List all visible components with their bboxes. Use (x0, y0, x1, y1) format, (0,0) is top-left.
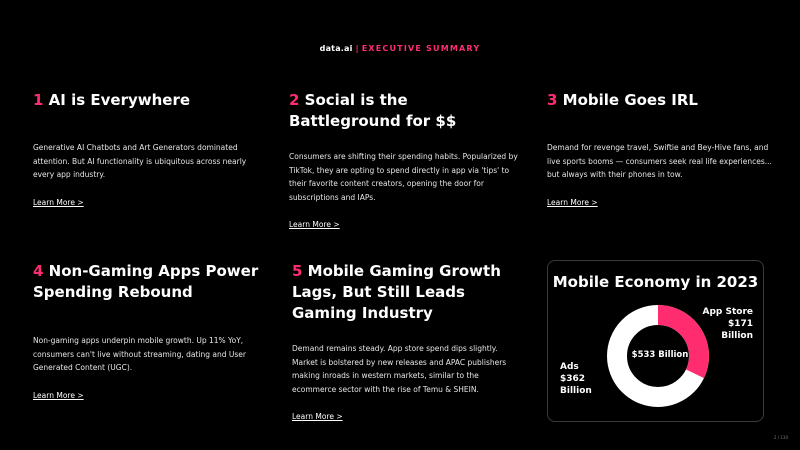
section-title: EXECUTIVE SUMMARY (361, 44, 481, 53)
ads-label-name: Ads (560, 362, 579, 372)
card-body: Non-gaming apps underpin mobile growth. Up 11% YoY, consumers can't live without streaming, dating and User Generated Content (UGC). (33, 336, 246, 372)
card-mobile-gaming (292, 261, 524, 423)
card-title-text: Non-Gaming Apps Power Spending Rebound (33, 262, 259, 301)
card-body: Demand for revenge travel, Swiftie and Bey-Hive fans, and live sports booms — consumers seek real life experiences... but always with their phones in tow. (547, 143, 772, 179)
learn-more-link[interactable]: Learn More > (547, 197, 598, 207)
card-title (289, 90, 519, 132)
card-title-text: AI is Everywhere (48, 91, 191, 109)
learn-more-link[interactable]: Learn More > (33, 197, 84, 207)
card-title (547, 90, 777, 111)
app-store-label-name: App Store (702, 307, 753, 317)
card-non-gaming-apps (33, 261, 263, 402)
brand-logo: data.ai (319, 44, 353, 53)
header (0, 44, 800, 53)
app-store-label-unit: Billion (721, 331, 753, 341)
learn-more-link[interactable]: Learn More > (289, 220, 340, 229)
header-separator: | (355, 44, 359, 53)
mobile-economy-panel (547, 260, 764, 422)
card-number: 5 (292, 262, 303, 280)
card-number: 2 (289, 91, 300, 109)
card-number: 3 (547, 91, 558, 109)
card-body: Demand remains steady. App store spend dips slightly. Market is bolstered by new releases and APAC publishers making inroads in western markets, similar to the ecommerce sector with the rise of Temu & SHEIN. (292, 344, 507, 394)
card-title (33, 90, 263, 111)
learn-more-link[interactable]: Learn More > (33, 390, 84, 400)
app-store-label-value: $171 (727, 319, 753, 329)
card-mobile-irl (547, 90, 777, 209)
learn-more-link[interactable]: Learn More > (292, 412, 343, 421)
card-body: Consumers are shifting their spending habits. Popularized by TikTok, they are opting to spend directly in app via 'tips' to their favorite content creators, opening the door for subscriptions and IAPs. (289, 152, 518, 202)
card-title (292, 261, 524, 324)
card-number: 1 (33, 91, 44, 109)
ads-label-value: $362 (560, 374, 586, 384)
card-title-text: Social is the Battleground for $$ (289, 91, 457, 130)
donut-total: $533 Billion (631, 350, 689, 360)
card-number: 4 (33, 262, 44, 280)
ads-label-unit: Billion (560, 386, 592, 396)
ads-label (560, 361, 592, 397)
card-social-battleground (289, 90, 519, 231)
economy-title: Mobile Economy in 2023 (552, 273, 759, 291)
card-title-text: Mobile Gaming Growth Lags, But Still Leads Gaming Industry (292, 262, 501, 322)
card-title (33, 261, 263, 303)
app-store-label (703, 306, 754, 342)
page-number: 2 / 130 (773, 435, 788, 440)
card-title-text: Mobile Goes IRL (562, 91, 698, 109)
card-ai-everywhere (33, 90, 263, 209)
card-body: Generative AI Chatbots and Art Generators dominated attention. But AI functionality is ubiquitous across nearly every app industry. (33, 143, 247, 179)
